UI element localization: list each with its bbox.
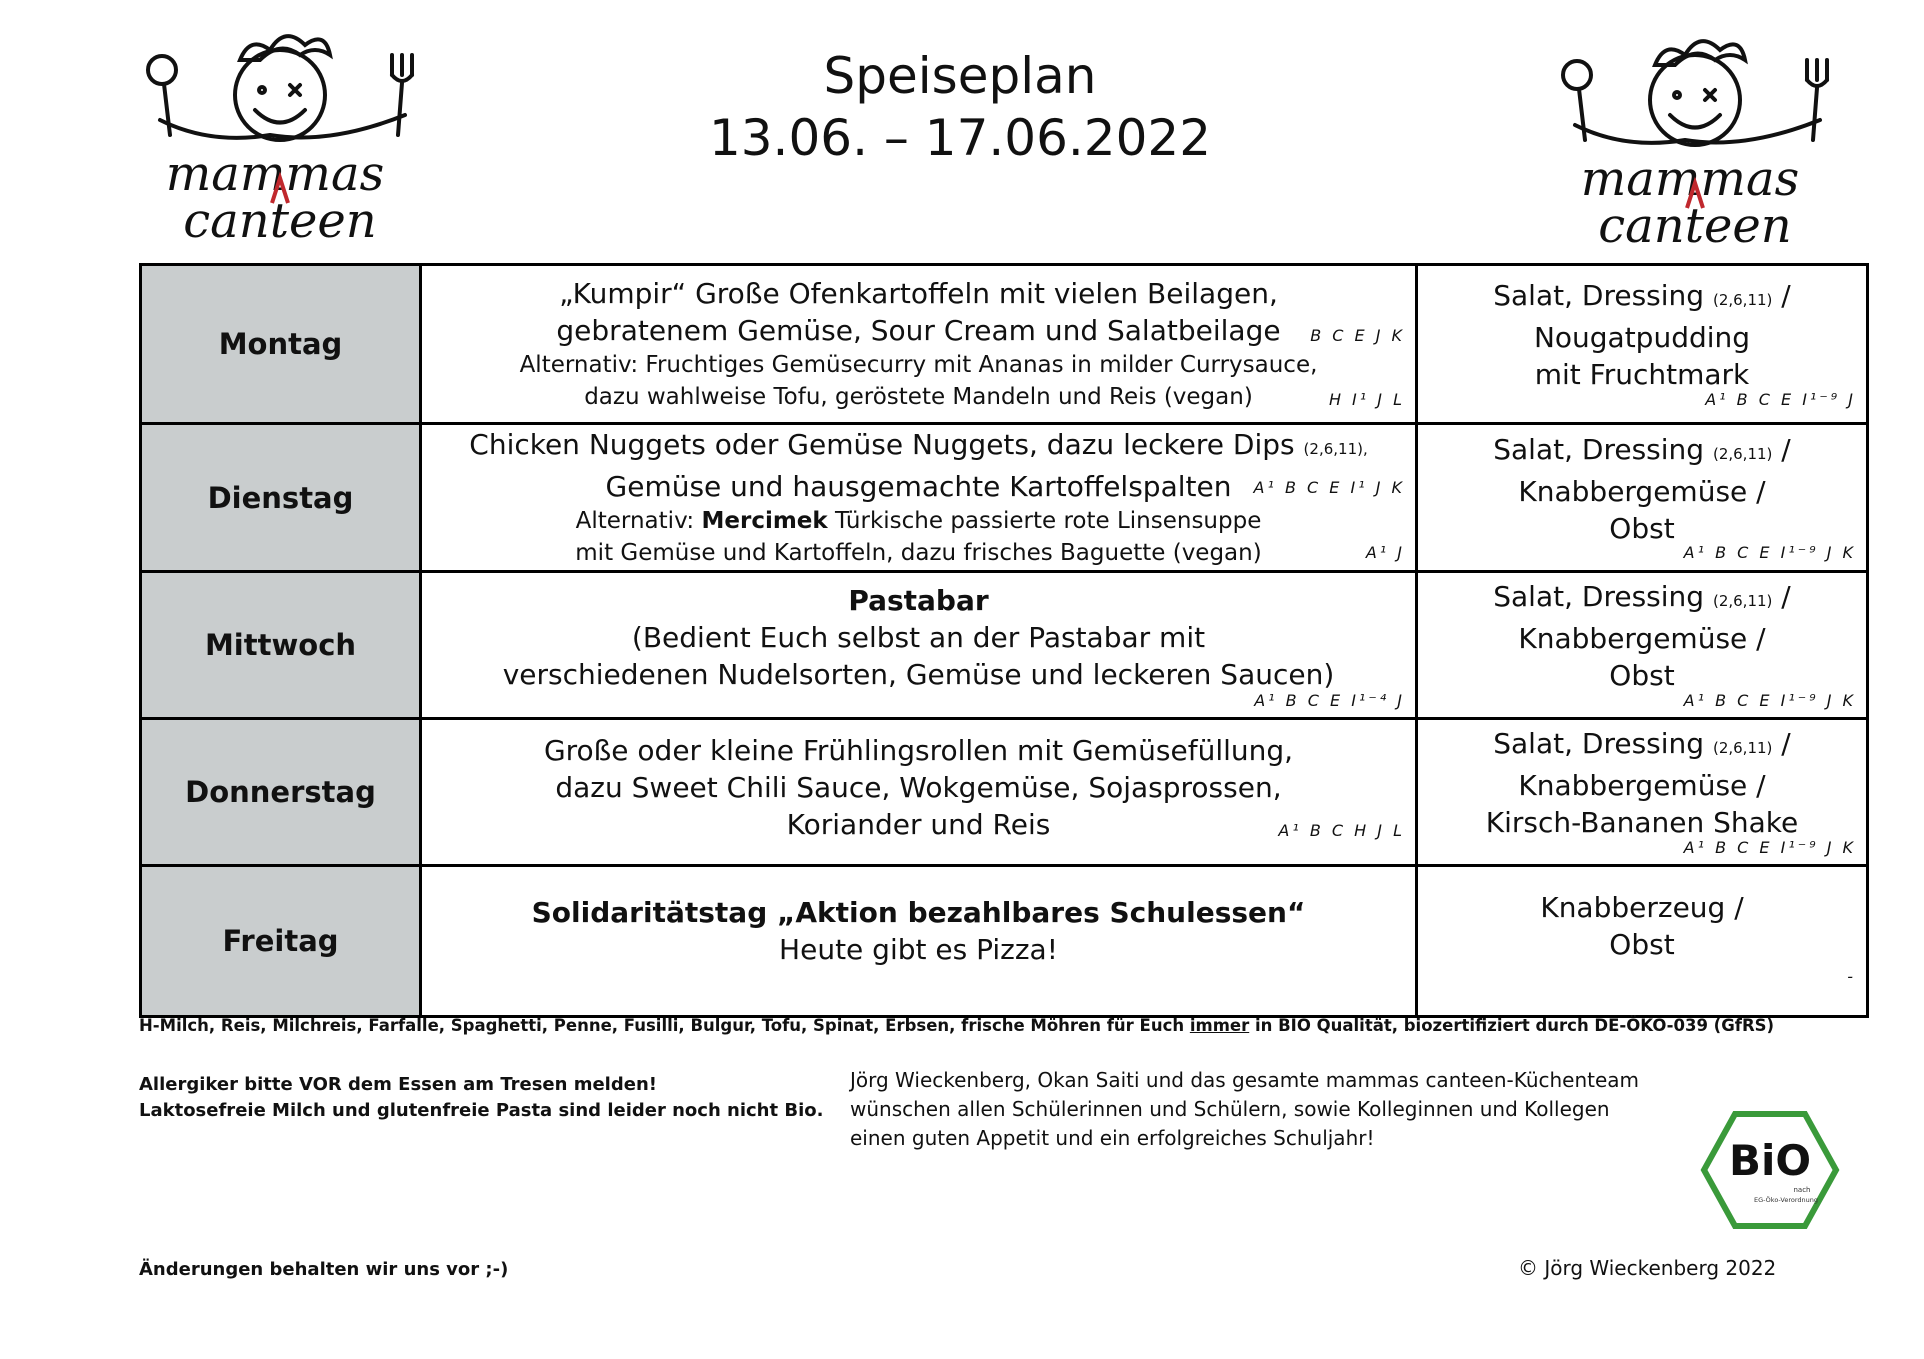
allergen-codes: A¹ J [1365, 543, 1405, 562]
allergen-codes: A¹ B C E I¹⁻⁹ J K [1683, 838, 1856, 857]
allergen-codes: H I¹ J L [1328, 390, 1405, 409]
alternative-line: Alternativ: Fruchtiges Gemüsecurry mit Ananas in milder Currysauce, [519, 352, 1318, 378]
alternative-line: dazu wahlweise Tofu, geröstete Mandeln und Reis (vegan) [584, 384, 1253, 410]
mammas-canteen-logo-right [1545, 20, 1835, 250]
table-row-mittwoch [141, 572, 1868, 719]
allergen-codes: A¹ B C E I¹⁻⁹ J K [1683, 691, 1856, 710]
table-row-montag [141, 265, 1868, 424]
alternative-line: mit Gemüse und Kartoffeln, dazu frisches Baguette (vegan) [575, 540, 1262, 566]
side-line: Obst [1609, 511, 1675, 545]
side-dish-cell [1417, 424, 1868, 572]
dish-line: Heute gibt es Pizza! [779, 933, 1058, 966]
day-label: Mittwoch [141, 572, 421, 719]
day-label: Montag [141, 265, 421, 424]
bio-ingredients-note: H-Milch, Reis, Milchreis, Farfalle, Spaghetti, Penne, Fusilli, Bulgur, Tofu, Spinat, Erbsen, frische Möhren für Euch immer in BIO Qualität, biozertifiziert durch DE-ÖKO-039 (GfRS) [139, 1016, 1775, 1035]
dish-line: „Kumpir“ Große Ofenkartoffeln mit vielen Beilagen, [559, 277, 1278, 310]
alternative-line: Alternativ: Mercimek Türkische passierte rote Linsensuppe [575, 508, 1262, 534]
dish-line: verschiedenen Nudelsorten, Gemüse und leckeren Saucen) [502, 657, 1335, 691]
side-line: Knabbergemüse / [1518, 474, 1766, 508]
day-label: Donnerstag [141, 719, 421, 866]
main-dish-cell [421, 265, 1417, 424]
page-title: Speiseplan [823, 47, 1097, 105]
allergen-codes: A¹ B C E I¹ J K [1253, 478, 1405, 497]
logo-text-canteen: canteen [1598, 198, 1792, 250]
greeting-line: einen guten Appetit und ein erfolgreiches Schuljahr! [850, 1126, 1375, 1150]
side-line: Obst [1609, 659, 1675, 692]
logo-text-canteen: canteen [183, 193, 377, 245]
date-range: 13.06. – 17.06.2022 [708, 109, 1212, 167]
dish-title: Solidaritätstag „Aktion bezahlbares Schulessen“ [531, 896, 1306, 929]
side-line: Salat, Dressing (2,6,11) / [1493, 727, 1791, 760]
side-dish-cell [1417, 866, 1868, 1017]
side-line: Salat, Dressing (2,6,11) / [1493, 279, 1791, 312]
allergy-note [139, 1072, 823, 1124]
changes-note: Änderungen behalten wir uns vor ;-) [139, 1259, 509, 1280]
bio-seal-label: BiO [1728, 1136, 1812, 1185]
dish-title: Pastabar [848, 583, 989, 617]
side-dish-cell [1417, 265, 1868, 424]
copyright: © Jörg Wieckenberg 2022 [1518, 1256, 1777, 1280]
menu-table [139, 263, 1869, 1018]
dish-line: gebratenem Gemüse, Sour Cream und Salatbeilage [556, 314, 1281, 347]
main-dish-cell [421, 866, 1417, 1017]
allergen-codes: A¹ B C E I¹⁻⁴ J [1254, 691, 1405, 710]
allergy-line: Laktosefreie Milch und glutenfreie Pasta sind leider noch nicht Bio. [139, 1100, 824, 1121]
main-dish-cell [421, 719, 1417, 866]
dish-line: (Bedient Euch selbst an der Pastabar mit [631, 620, 1206, 654]
page-header [680, 45, 1240, 169]
dish-line: Koriander und Reis [786, 807, 1051, 841]
day-label: Dienstag [141, 424, 421, 572]
dish-line: Chicken Nuggets oder Gemüse Nuggets, dazu leckere Dips (2,6,11), [469, 428, 1368, 461]
greeting-line: wünschen allen Schülerinnen und Schülern, sowie Kolleginnen und Kollegen [850, 1097, 1610, 1121]
greeting-line: Jörg Wieckenberg, Okan Saiti und das gesamte mammas canteen-Küchenteam [850, 1068, 1640, 1092]
table-row-dienstag [141, 424, 1868, 572]
logo-text-mammas: mammas [1580, 151, 1800, 207]
allergen-codes: B C E J K [1310, 326, 1405, 345]
greeting-note [850, 1066, 1639, 1153]
main-dish-cell [421, 572, 1417, 719]
main-dish-cell [421, 424, 1417, 572]
table-row-freitag [141, 866, 1868, 1017]
side-line: Salat, Dressing (2,6,11) / [1493, 432, 1791, 466]
allergen-codes: A¹ B C H J L [1278, 821, 1405, 840]
side-line: Knabbergemüse / [1518, 769, 1766, 802]
day-label: Freitag [141, 866, 421, 1017]
bio-seal-sub: EG-Öko-Verordnung [1754, 1196, 1818, 1204]
allergen-codes: A¹ B C E I¹⁻⁹ J [1705, 390, 1856, 409]
side-line: Kirsch-Bananen Shake [1485, 806, 1799, 839]
bio-seal-sub: nach [1793, 1186, 1811, 1194]
side-dish-cell [1417, 719, 1868, 866]
dish-line: dazu Sweet Chili Sauce, Wokgemüse, Sojasprossen, [555, 770, 1282, 804]
side-dish-cell [1417, 572, 1868, 719]
side-line: Obst [1609, 928, 1675, 961]
bio-seal-icon [1700, 1110, 1840, 1230]
allergen-codes: - [1847, 967, 1856, 986]
dish-line: Gemüse und hausgemachte Kartoffelspalten [605, 470, 1232, 503]
side-line: mit Fruchtmark [1534, 358, 1750, 391]
allergy-line: Allergiker bitte VOR dem Essen am Tresen melden! [139, 1074, 657, 1095]
table-row-donnerstag [141, 719, 1868, 866]
side-line: Knabbergemüse / [1518, 622, 1766, 655]
side-line: Knabberzeug / [1540, 891, 1744, 924]
dish-line: Große oder kleine Frühlingsrollen mit Gemüsefüllung, [543, 733, 1294, 767]
allergen-codes: A¹ B C E I¹⁻⁹ J K [1683, 543, 1856, 562]
side-line: Salat, Dressing (2,6,11) / [1493, 580, 1791, 613]
side-line: Nougatpudding [1533, 321, 1751, 354]
mammas-canteen-logo-left [130, 15, 420, 245]
logo-text-mammas: mammas [165, 146, 385, 202]
